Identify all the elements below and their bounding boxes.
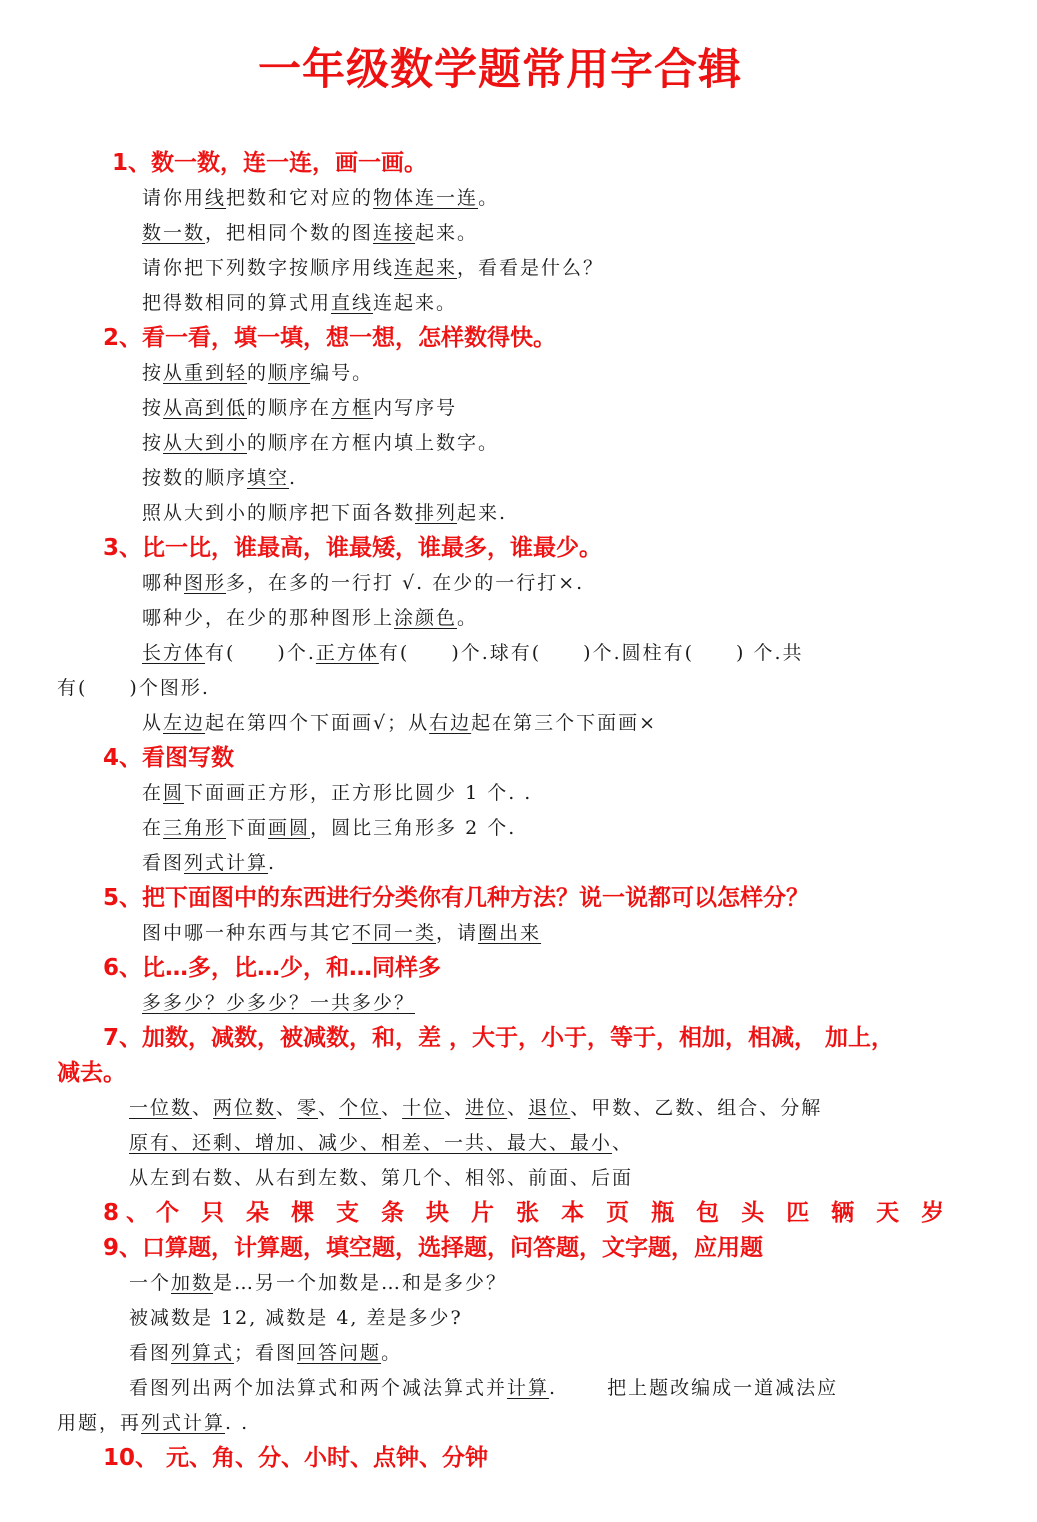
text-run: ，把相同个数的图 — [205, 222, 374, 244]
text-run: ，圆比三角形多 2 个. — [310, 817, 517, 839]
underlined-term: 退位 — [528, 1097, 571, 1119]
text-run: 照从大到小的顺序把下面各数 — [142, 502, 416, 524]
underlined-term: 个位 — [339, 1097, 382, 1119]
section-heading: 7、加数，减数，被减数，和，差 ，大于，小于，等于，相加，相减， 加上， — [103, 1025, 895, 1051]
text-line — [0, 811, 1037, 846]
underlined-term: 回答问题 — [297, 1342, 382, 1364]
underlined-term: 列式计算 — [184, 852, 269, 874]
text-run: 下面 — [226, 817, 269, 839]
text-line — [0, 391, 1037, 426]
text-run: 按 — [142, 432, 164, 454]
text-line — [0, 181, 1037, 216]
underlined-term: 长方体 — [142, 642, 206, 664]
text-run: 的 — [247, 362, 269, 384]
underlined-term: 左边 — [163, 712, 206, 734]
underlined-term: 涂颜色 — [394, 607, 458, 629]
text-run: 、 — [192, 1097, 214, 1119]
text-line — [0, 461, 1037, 496]
underlined-term: 物体连一连 — [373, 187, 479, 209]
text-run: 下面画正方形，正方形比圆少 1 个. . — [184, 782, 533, 804]
text-run: 内写序号 — [373, 397, 458, 419]
text-run: 、 — [444, 1097, 466, 1119]
underlined-term: 计算 — [507, 1377, 550, 1399]
underlined-term: 圈出来 — [478, 922, 542, 944]
text-run: 的顺序在方框内填上数字。 — [247, 432, 500, 454]
text-run: 是…另一个加数是…和是多少？ — [213, 1272, 508, 1294]
text-run: 、 — [276, 1097, 298, 1119]
text-line — [0, 1301, 1037, 1336]
text-run: 按 — [142, 397, 164, 419]
underlined-term: 方框 — [331, 397, 374, 419]
section-heading: 4、看图写数 — [103, 745, 235, 771]
text-run: ，看看是什么？ — [457, 257, 605, 279]
section-heading: 6、比…多，比…少，和…同样多 — [103, 955, 442, 981]
underlined-term: 排列 — [415, 502, 458, 524]
text-run: 看图列出两个加法算式和两个减法算式并 — [129, 1377, 508, 1399]
text-run: 、 — [507, 1097, 529, 1119]
underlined-term: 不同一类 — [352, 922, 437, 944]
text-run: 、 — [318, 1097, 340, 1119]
text-run: ；看图 — [234, 1342, 298, 1364]
text-run: 从 — [142, 712, 164, 734]
underlined-term: 零 — [297, 1097, 319, 1119]
text-line — [0, 1266, 1037, 1301]
underlined-term: 正方体 — [315, 642, 379, 664]
underlined-term: 右边 — [429, 712, 472, 734]
text-line — [0, 601, 1037, 636]
text-run: 用题，再 — [57, 1412, 142, 1434]
text-line — [0, 916, 1037, 951]
section-heading: 10、 元、角、分、小时、点钟、分钟 — [103, 1445, 489, 1471]
text-line — [0, 986, 1037, 1021]
text-run: 多，在多的一行打 √. 在少的一行打×. — [226, 572, 585, 594]
underlined-term: 填空 — [247, 467, 290, 489]
underlined-term: 圆 — [163, 782, 185, 804]
text-run: . — [268, 852, 277, 874]
text-run: 看图 — [142, 852, 185, 874]
text-run: 在 — [142, 782, 164, 804]
text-run: 有( )个. — [205, 642, 316, 664]
page-title: 一年级数学题常用字合辑 — [258, 45, 742, 95]
text-run: 起来。 — [415, 222, 479, 244]
underlined-term: 列式计算 — [141, 1412, 226, 1434]
underlined-term: 数一数 — [142, 222, 206, 244]
text-run: 。 — [381, 1342, 403, 1364]
text-line — [0, 1371, 1037, 1406]
text-run: 哪种少，在少的那种图形上 — [142, 607, 395, 629]
underlined-term: 连起来 — [394, 257, 458, 279]
text-run: 、 — [381, 1097, 403, 1119]
underlined-term: 画圆 — [268, 817, 311, 839]
underlined-term: 连接 — [373, 222, 416, 244]
text-run: 把数和它对应的 — [226, 187, 374, 209]
underlined-term: 直线 — [331, 292, 374, 314]
text-run: . — [289, 467, 298, 489]
section-heading: 3、比一比，谁最高，谁最矮，谁最多，谁最少。 — [103, 535, 603, 561]
text-line — [0, 776, 1037, 811]
text-run: 把得数相同的算式用 — [142, 292, 332, 314]
text-run: 。 — [478, 187, 500, 209]
underlined-term: 三角形 — [163, 817, 227, 839]
underlined-term: 两位数 — [213, 1097, 277, 1119]
text-line — [0, 426, 1037, 461]
section-heading-continued: 减去。 — [57, 1060, 126, 1086]
underlined-term: 图形 — [184, 572, 227, 594]
text-run: 被减数是 12, 减数是 4, 差是多少? — [129, 1307, 463, 1329]
underlined-term: 从高到低 — [163, 397, 248, 419]
text-run: 按 — [142, 362, 164, 384]
text-run: 一个 — [129, 1272, 172, 1294]
text-line — [0, 706, 1037, 741]
document-body — [0, 146, 1037, 1476]
text-run: . . — [225, 1412, 250, 1434]
text-line — [0, 636, 1037, 671]
underlined-term: 原有、还剩、增加、减少、相差、一共、最大、最小 — [129, 1132, 613, 1154]
text-run: ，请 — [436, 922, 479, 944]
text-run: 有( )个.球有( )个.圆柱有( ) 个.共 — [378, 642, 804, 664]
text-run: 连起来。 — [373, 292, 458, 314]
text-line — [0, 496, 1037, 531]
text-run: 起在第三个下面画× — [471, 712, 658, 734]
underlined-term: 一位数 — [129, 1097, 193, 1119]
text-line — [0, 671, 1037, 706]
text-line — [0, 566, 1037, 601]
text-line — [0, 1406, 1037, 1441]
text-line — [0, 1091, 1037, 1126]
text-line — [0, 846, 1037, 881]
underlined-term: 从大到小 — [163, 432, 248, 454]
text-run: 看图 — [129, 1342, 172, 1364]
text-line — [0, 216, 1037, 251]
text-line — [0, 286, 1037, 321]
text-line — [0, 1336, 1037, 1371]
text-run: 、 — [612, 1132, 634, 1154]
text-run: 编号。 — [310, 362, 374, 384]
text-run: 。 — [457, 607, 479, 629]
text-line — [0, 251, 1037, 286]
text-run: 请你用 — [142, 187, 206, 209]
text-line — [0, 1126, 1037, 1161]
text-run: 从左到右数、从右到左数、第几个、相邻、前面、后面 — [129, 1167, 634, 1189]
section-heading: 9、口算题，计算题，填空题，选择题，问答题，文字题，应用题 — [103, 1235, 764, 1261]
section-heading: 8、个 只 朵 棵 支 条 块 片 张 本 页 瓶 包 头 匹 辆 天 岁 — [103, 1200, 952, 1226]
text-line — [0, 356, 1037, 391]
text-run: 起在第四个下面画√；从 — [205, 712, 430, 734]
underlined-term: 十位 — [402, 1097, 445, 1119]
text-run: 请你把下列数字按顺序用线 — [142, 257, 395, 279]
underlined-term: 线 — [205, 187, 227, 209]
underlined-term: 加数 — [171, 1272, 214, 1294]
section-heading: 1、数一数，连一连，画一画。 — [112, 150, 428, 176]
text-run: 的顺序在 — [247, 397, 332, 419]
text-run: 图中哪一种东西与其它 — [142, 922, 353, 944]
text-run: 起来. — [457, 502, 508, 524]
text-run: 按数的顺序 — [142, 467, 248, 489]
section-heading: 5、把下面图中的东西进行分类你有几种方法？说一说都可以怎样分？ — [103, 885, 810, 911]
underlined-term: 多多少？少多少？一共多少？ — [142, 992, 416, 1014]
text-run: 在 — [142, 817, 164, 839]
section-heading: 2、看一看，填一填，想一想，怎样数得快。 — [103, 325, 557, 351]
underlined-term: 列算式 — [171, 1342, 235, 1364]
text-run: 、甲数、乙数、组合、分解 — [570, 1097, 823, 1119]
text-run: . 把上题改编成一道减法应 — [549, 1377, 839, 1399]
text-run: 有( )个图形. — [57, 677, 210, 699]
underlined-term: 从重到轻 — [163, 362, 248, 384]
text-run: 哪种 — [142, 572, 185, 594]
text-line — [0, 1161, 1037, 1196]
underlined-term: 进位 — [465, 1097, 508, 1119]
underlined-term: 顺序 — [268, 362, 311, 384]
